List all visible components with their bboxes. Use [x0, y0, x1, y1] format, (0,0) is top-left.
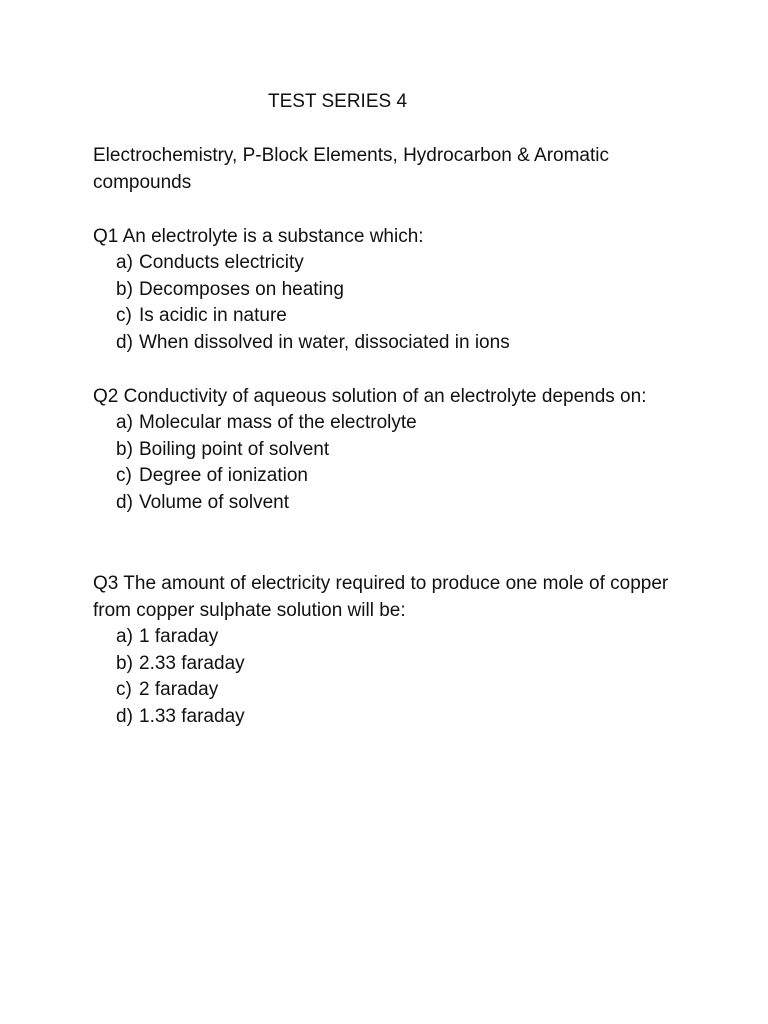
option-item	[93, 624, 693, 651]
question-text: Q2 Conductivity of aqueous solution of an electrolyte depends on:	[93, 386, 647, 407]
option-letter: d)	[116, 492, 133, 514]
option-text: 2.33 faraday	[139, 652, 245, 674]
option-text: 1 faraday	[139, 626, 219, 647]
option-item	[93, 677, 693, 704]
option-item	[93, 437, 693, 464]
question-text: Q3 The amount of electricity required to produce one mole of copper from copper sulphate solution will be:	[93, 573, 669, 621]
option-text: 2 faraday	[139, 679, 219, 701]
question-1	[93, 223, 693, 357]
option-item	[93, 704, 693, 731]
option-letter: c)	[116, 679, 132, 701]
option-letter: c)	[116, 465, 132, 487]
option-item	[93, 463, 693, 490]
option-text: Degree of ionization	[139, 465, 308, 487]
question-2	[93, 383, 693, 517]
option-letter: b)	[116, 438, 133, 460]
option-text: When dissolved in water, dissociated in ions	[139, 332, 510, 354]
option-item	[93, 250, 693, 277]
option-letter: d)	[116, 332, 133, 354]
option-list	[93, 410, 693, 517]
option-letter: d)	[116, 706, 133, 728]
document-subtitle: Electrochemistry, P-Block Elements, Hydrocarbon & Aromatic compounds	[93, 145, 609, 193]
option-item	[93, 410, 693, 437]
option-text: 1.33 faraday	[139, 706, 245, 728]
option-item	[93, 651, 693, 678]
option-item	[93, 330, 693, 357]
option-item	[93, 303, 693, 330]
option-letter: b)	[116, 652, 133, 674]
option-letter: a)	[116, 252, 133, 273]
document-title: TEST SERIES 4	[268, 91, 408, 112]
option-letter: b)	[116, 278, 133, 300]
option-text: Conducts electricity	[139, 252, 304, 273]
option-text: Is acidic in nature	[139, 305, 287, 327]
option-list	[93, 250, 693, 357]
option-item	[93, 277, 693, 304]
question-3	[93, 570, 693, 731]
option-list	[93, 624, 693, 731]
option-letter: c)	[116, 305, 132, 327]
option-letter: a)	[116, 626, 133, 647]
option-item	[93, 490, 693, 517]
option-text: Molecular mass of the electrolyte	[139, 412, 417, 433]
option-text: Boiling point of solvent	[139, 438, 330, 460]
question-text: Q1 An electrolyte is a substance which:	[93, 226, 424, 247]
option-letter: a)	[116, 412, 133, 433]
option-text: Volume of solvent	[139, 492, 289, 514]
option-text: Decomposes on heating	[139, 278, 344, 300]
